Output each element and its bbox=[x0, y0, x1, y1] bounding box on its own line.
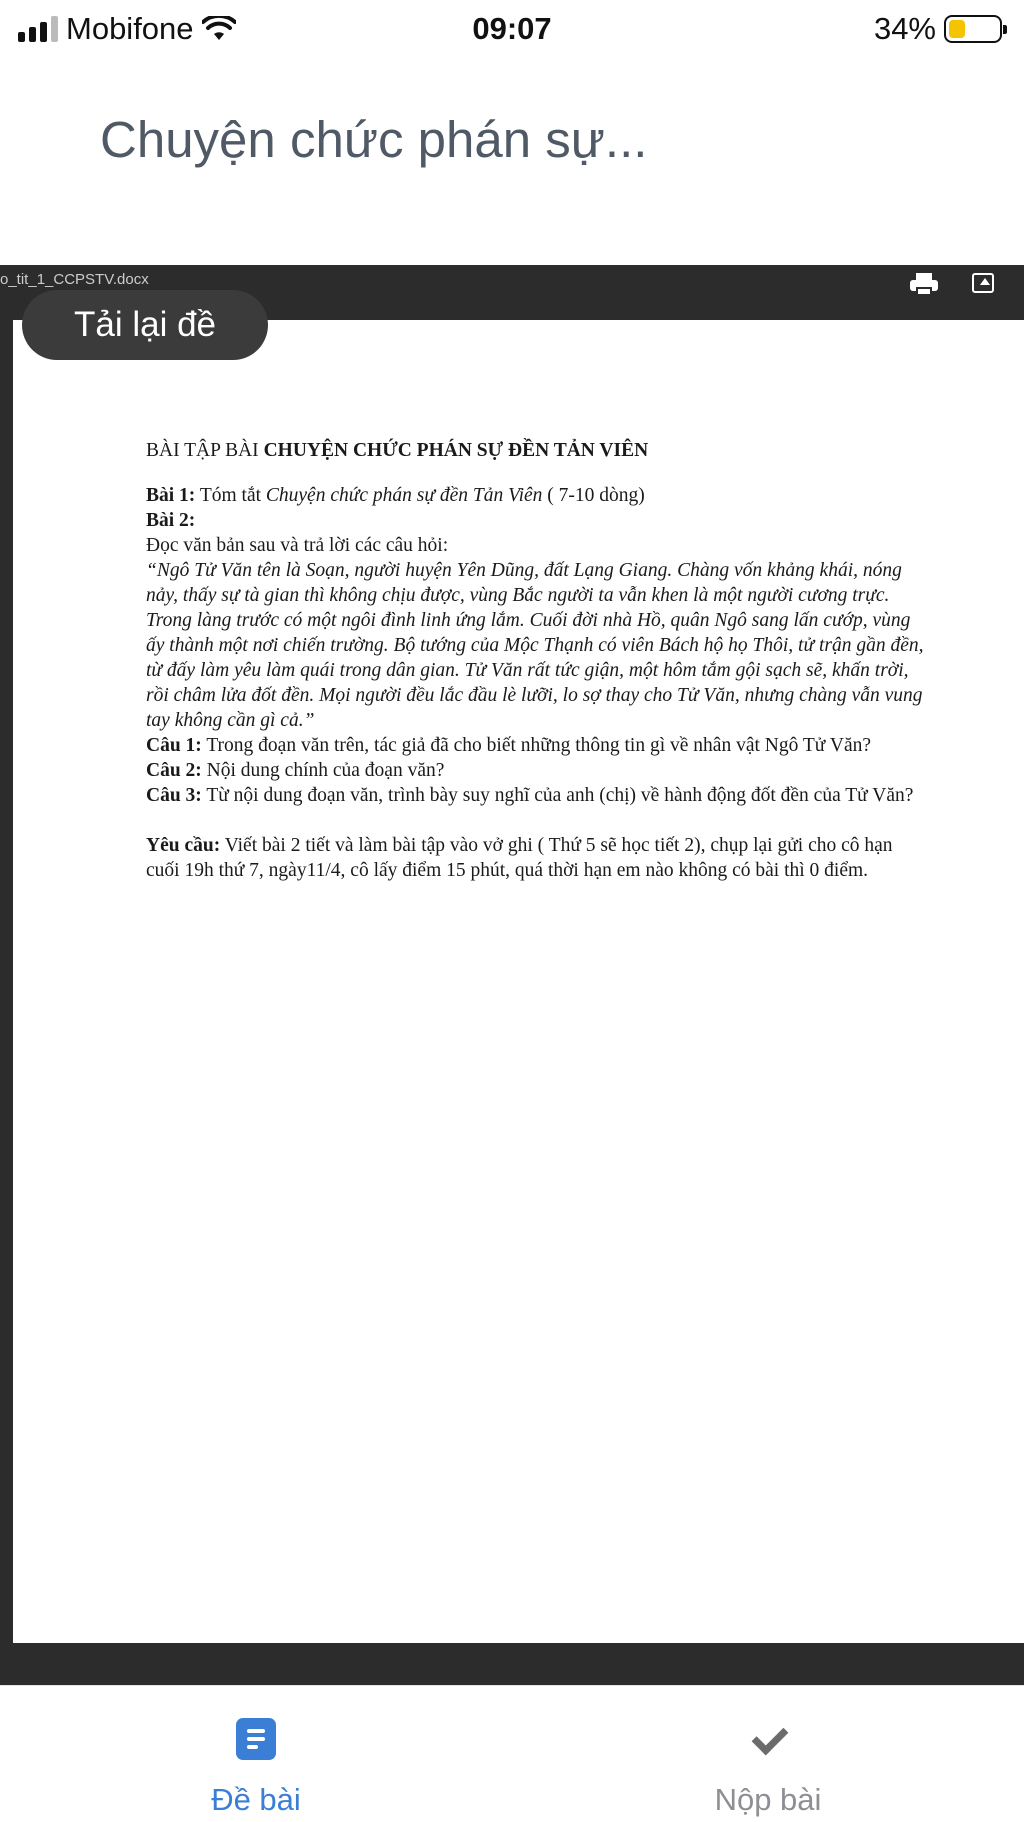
toolbar-icons bbox=[910, 273, 994, 297]
cau1-label: Câu 1: bbox=[146, 735, 202, 756]
cau1-line bbox=[146, 733, 924, 758]
status-bar bbox=[0, 0, 1024, 58]
intro-line: Đọc văn bản sau và trả lời các câu hỏi: bbox=[146, 535, 449, 556]
status-right bbox=[874, 11, 1002, 47]
cau2-line bbox=[146, 758, 924, 783]
bai1-tail: ( 7-10 dòng) bbox=[542, 485, 645, 506]
reload-button[interactable]: Tải lại đề bbox=[22, 290, 268, 360]
battery-percent: 34% bbox=[873, 11, 936, 46]
battery-icon bbox=[944, 15, 1002, 43]
wifi-icon bbox=[202, 16, 236, 42]
cau2-label: Câu 2: bbox=[146, 760, 202, 781]
cau1-text: Trong đoạn văn trên, tác giả đã cho biết những thông tin gì về nhân vật Ngô Tử Văn? bbox=[201, 735, 872, 756]
yeucau-label: Yêu cầu: bbox=[146, 835, 221, 856]
bai1-line bbox=[146, 483, 924, 508]
tab-bar bbox=[0, 1685, 1024, 1822]
cau3-text: Từ nội dung đoạn văn, trình bày suy nghĩ của anh (chị) về hành động đốt đền của Tử Văn? bbox=[201, 785, 914, 806]
cau3-line bbox=[146, 783, 924, 808]
tab-de-bai[interactable] bbox=[0, 1686, 512, 1822]
yeucau-text: Viết bài 2 tiết và làm bài tập vào vở ghi ( Thứ 5 sẽ học tiết 2), chụp lại gửi cho cô hạn cuối 19h thứ 7, ngày11/4, cô lấy điểm 15 phút, quá thời hạn em nào không có bài thì 0 điểm. bbox=[146, 835, 893, 881]
carrier-name: Mobifone bbox=[66, 11, 194, 46]
bai1-label: Bài 1: bbox=[146, 485, 196, 506]
heading-bold: CHUYỆN CHỨC PHÁN SỰ ĐỀN TẢN VIÊN bbox=[263, 440, 649, 461]
bai2-label: Bài 2: bbox=[146, 510, 196, 531]
heading-prefix: BÀI TẬP BÀI bbox=[146, 440, 264, 461]
status-time: 09:07 bbox=[472, 11, 552, 46]
bai1-text: Tóm tắt bbox=[195, 485, 266, 506]
open-external-icon[interactable] bbox=[972, 273, 994, 293]
page-title: Chuyện chức phán sự... bbox=[100, 111, 648, 168]
file-name: o_tit_1_CCPSTV.docx bbox=[0, 271, 149, 288]
bai1-italic: Chuyện chức phán sự đền Tản Viên bbox=[265, 485, 543, 506]
tab-label: Đề bài bbox=[211, 1782, 301, 1817]
checkmark-icon bbox=[746, 1718, 790, 1760]
cau3-label: Câu 3: bbox=[146, 785, 202, 806]
battery-fill bbox=[949, 20, 965, 38]
quote-paragraph: “Ngô Tử Văn tên là Soạn, người huyện Yên Dũng, đất Lạng Giang. Chàng vốn khảng khái, nóng nảy, thấy sự tà gian thì không chịu được, vùng Bắc người ta vẫn khen là một người cương trực. Trong làng trước có một ngôi đình linh ứng lắm. Cuối đời nhà Hồ, quân Ngô sang lấn cướp, vùng ấy thành một nơi chiến trường. Bộ tướng của Mộc Thạnh có viên Bách hộ họ Thôi, tử trận gần đền, từ đấy làm yêu làm quái trong dân gian. Tử Văn rất tức giận, một hôm tắm gội sạch sẽ, khấn trời, rồi châm lửa đốt đền. Mọi người đều lắc đầu lè lưỡi, lo sợ thay cho Tử Văn, nhưng chàng vẫn vung tay không cần gì cả.” bbox=[146, 560, 924, 731]
document-page bbox=[13, 320, 1024, 1643]
tab-label: Nộp bài bbox=[714, 1782, 822, 1817]
status-left bbox=[18, 11, 236, 47]
yeucau-line bbox=[146, 833, 924, 883]
print-icon[interactable] bbox=[910, 273, 938, 297]
bai2-line bbox=[146, 508, 924, 533]
document-icon bbox=[236, 1718, 276, 1760]
signal-icon bbox=[18, 16, 58, 42]
document-heading bbox=[146, 438, 924, 463]
cau2-text: Nội dung chính của đoạn văn? bbox=[201, 760, 445, 781]
tab-nop-bai[interactable] bbox=[512, 1686, 1024, 1822]
